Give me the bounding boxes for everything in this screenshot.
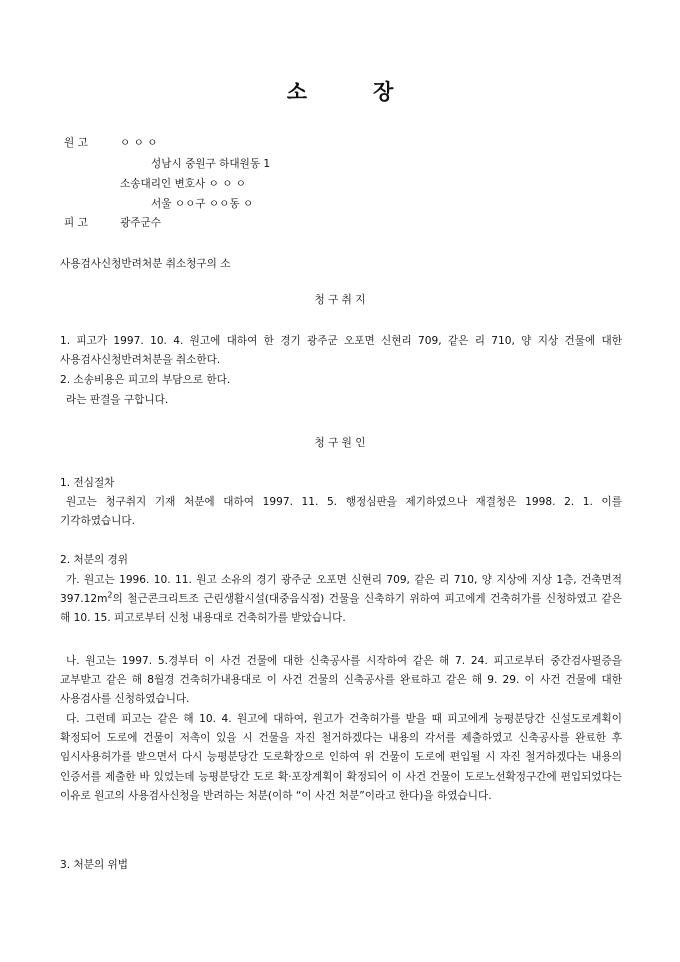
claim-purpose-item-2: 2. 소송비용은 피고의 부담으로 한다. <box>60 374 231 386</box>
document-title <box>0 76 680 106</box>
section-2-para-da: 다. 그런데 피고는 같은 해 10. 4. 원고에 대하여, 원고가 건축허가를 받을 때 피고에게 능평분당간 신설도로계획이 확정되어 도로에 건물이 저촉이 있을 시 건물을 자진 철거하겠다는 내용의 각서를 제출하였고 신축공사를 완료한 후 임시사용허가를 받으면서 다시 능평분당간 도로확장으로 인하여 위 건물이 도로에 편입될 시 자진 철거하겠다는 내용의 인증서를 제출한 바 있었는데 능평분당간 도로 확·포장계획이 확정되어 이 사건 건물이 도로노선확정구간에 편입되었다는 이유로 원고의 사용검사신청을 반려하는 처분(이하 “이 사건 처분”이라고 한다)을 하였습니다. <box>60 713 622 802</box>
section-2-title: 2. 처분의 경위 <box>60 554 129 566</box>
claim-purpose-heading: 청 구 취 지 <box>314 294 366 306</box>
para-ga-superscript: 2 <box>107 590 113 600</box>
section-2-para-na: 나. 원고는 1997. 5.경부터 이 사건 건물에 대한 신축공사를 시작하여 같은 해 7. 24. 피고로부터 중간검사필증을 교부받고 같은 해 8월경 건축허가내용대로 이 사건 건물의 신축공사를 완료하고 같은 해 9. 29. 이 사건 건물에 대한 사용검사를 신청하였습니다. <box>60 655 622 706</box>
claim-purpose-item-1: 1. 피고가 1997. 10. 4. 원고에 대하여 한 경기 광주군 오포면 신현리 709, 같은 리 710, 양 지상 건물에 대한 사용검사신청반려처분을 취소한다. <box>60 335 622 367</box>
defendant-label: 피 고 <box>64 217 88 229</box>
section-1-title: 1. 전심절차 <box>60 477 115 489</box>
section-1-body: 원고는 청구취지 기재 처분에 대하여 1997. 11. 5. 행정심판을 제기하였으나 재결청은 1998. 2. 1. 이를 기각하였습니다. <box>60 496 622 528</box>
case-name: 사용검사신청반려처분 취소청구의 소 <box>60 258 231 270</box>
plaintiff-name: ㅇ ㅇ ㅇ <box>120 137 158 149</box>
title-char-1: 소 <box>286 80 307 104</box>
para-ga-text-2: 의 철근콘크리트조 근린생활시설(대중음식점) 건물을 신축하기 위하여 피고에게 건축허가를 신청하였고 같은 해 10. 15. 피고로부터 신청 내용대로 건축허가를 받았습니다. <box>60 593 622 625</box>
attorney-line: 소송대리인 변호사 ㅇ ㅇ ㅇ <box>120 178 247 190</box>
plaintiff-address: 성남시 중원구 하대원동 1 <box>151 158 271 170</box>
para-ga-text-1: 가. 원고는 1996. 10. 11. 원고 소유의 경기 광주군 오포면 신현리 709, 같은 리 710, 양 지상에 지상 1층, 건축면적 397.12m <box>60 574 622 606</box>
defendant-name: 광주군수 <box>120 217 161 229</box>
plaintiff-label: 원 고 <box>64 137 88 149</box>
section-2-para-ga <box>60 571 622 629</box>
claim-purpose-closing: 라는 판결을 구합니다. <box>66 394 169 406</box>
title-char-2: 장 <box>373 80 394 104</box>
attorney-address: 서울 ㅇㅇ구 ㅇㅇ동 ㅇ <box>151 198 254 210</box>
claim-cause-heading: 청 구 원 인 <box>314 437 366 449</box>
section-3-title: 3. 처분의 위법 <box>60 859 129 871</box>
